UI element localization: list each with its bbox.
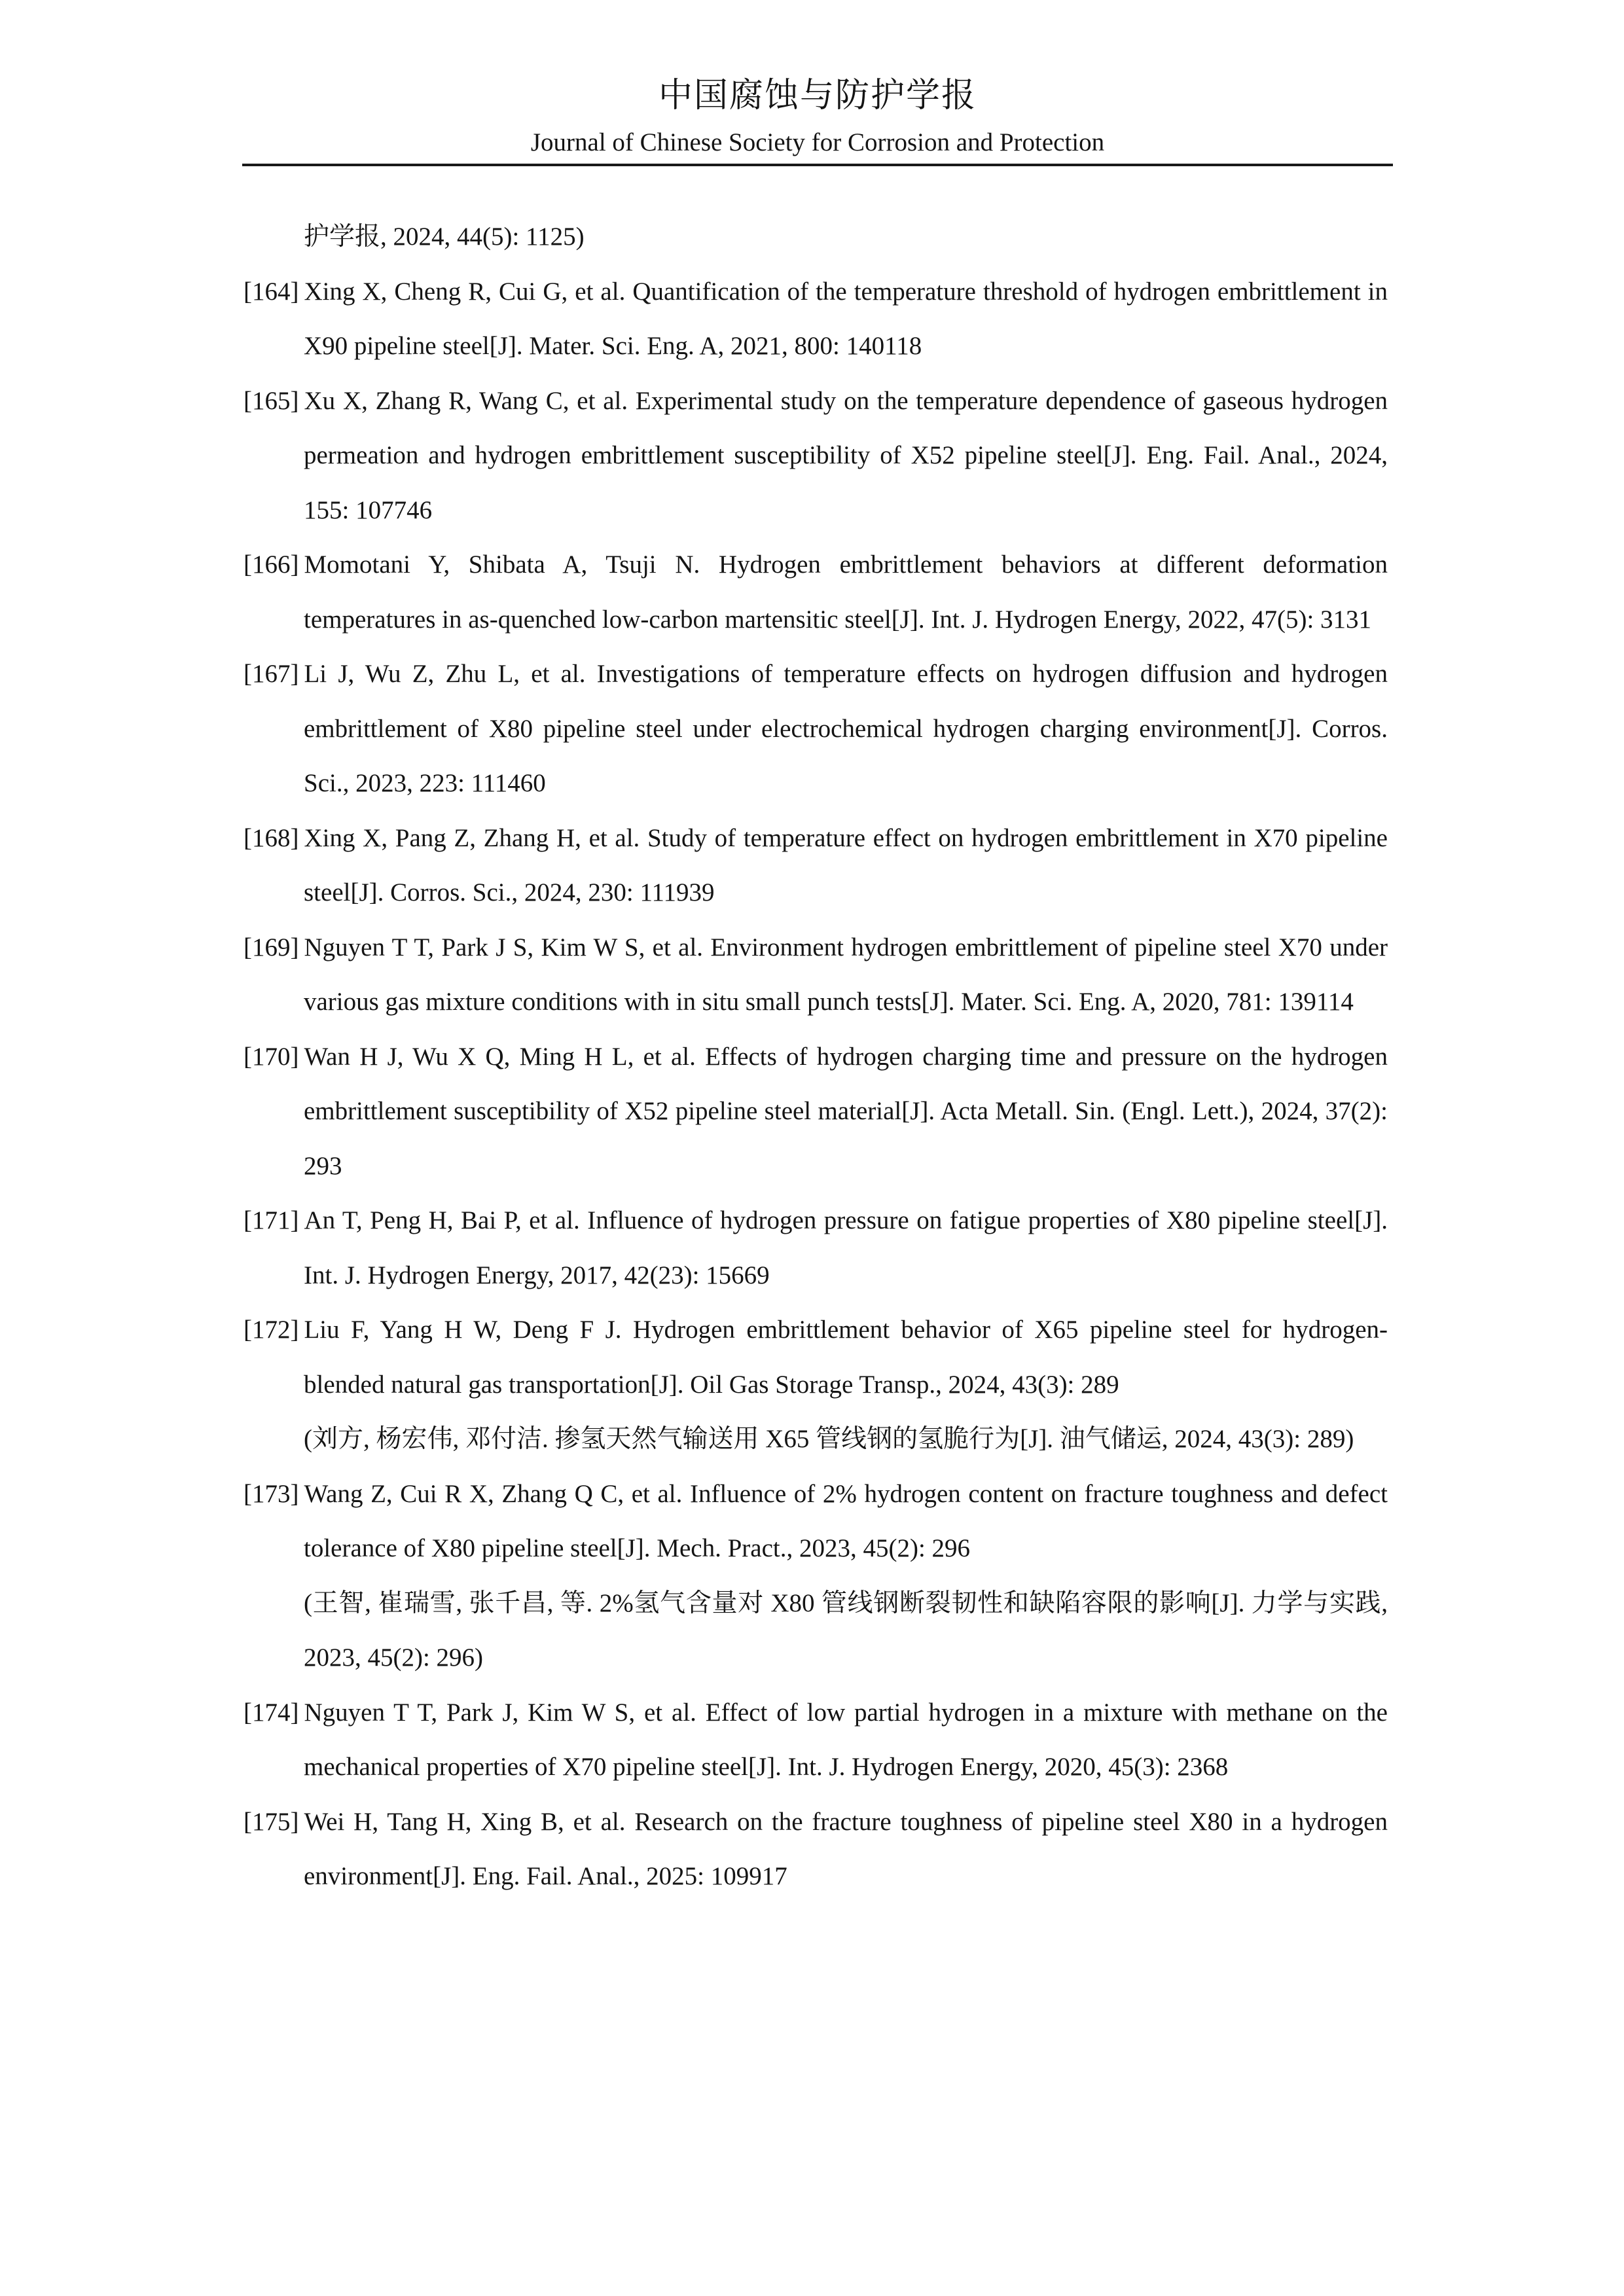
reference-number: [165] <box>244 386 299 415</box>
reference-text: Liu F, Yang H W, Deng F J. Hydrogen embrittlement behavior of X65 pipeline steel for hydrogen-blended natural gas transportation[J]. Oil Gas Storage Transp., 2024, 43(3): 289 <box>304 1316 1388 1399</box>
reference-chinese-text: (王智, 崔瑞雪, 张千昌, 等. 2%氢气含量对 X80 管线钢断裂韧性和缺陷容限的影响[J]. 力学与实践, 2023, 45(2): 296) <box>304 1588 1388 1672</box>
journal-title-en: Journal of Chinese Society for Corrosion and Protection <box>530 128 1105 156</box>
reference-number: [173] <box>244 1479 299 1508</box>
reference-item <box>244 537 1388 647</box>
reference-number: [170] <box>244 1042 299 1071</box>
reference-number: [168] <box>244 823 299 852</box>
reference-item <box>244 1193 1388 1302</box>
reference-text: Nguyen T T, Park J, Kim W S, et al. Effect of low partial hydrogen in a mixture with methane on the mechanical properties of X70 pipeline steel[J]. Int. J. Hydrogen Energy, 2020, 45(3): 2368 <box>304 1698 1388 1781</box>
reference-item <box>244 1467 1388 1685</box>
journal-title-cn: 中国腐蚀与防护学报 <box>658 77 977 115</box>
reference-text: Xing X, Cheng R, Cui G, et al. Quantification of the temperature threshold of hydrogen embrittlement in X90 pipeline steel[J]. Mater. Sci. Eng. A, 2021, 800: 140118 <box>304 277 1388 360</box>
reference-chinese-text: (刘方, 杨宏伟, 邓付洁. 掺氢天然气输送用 X65 管线钢的氢脆行为[J]. 油气储运, 2024, 43(3): 289) <box>304 1425 1354 1453</box>
reference-item <box>244 374 1388 538</box>
reference-item <box>244 1795 1388 1904</box>
reference-number: [169] <box>244 933 299 961</box>
reference-text: Momotani Y, Shibata A, Tsuji N. Hydrogen embrittlement behaviors at different deformation temperatures in as-quenched low-carbon martensitic steel[J]. Int. J. Hydrogen Energy, 2022, 47(5): 3131 <box>304 550 1388 634</box>
reference-number: [164] <box>244 277 299 306</box>
reference-text: Xing X, Pang Z, Zhang H, et al. Study of temperature effect on hydrogen embrittlement in X70 pipeline steel[J]. Corros. Sci., 2024, 230: 111939 <box>304 823 1388 906</box>
reference-number: [166] <box>244 550 299 579</box>
reference-number: [172] <box>244 1316 299 1344</box>
reference-item <box>244 1302 1388 1467</box>
reference-item <box>244 1685 1388 1795</box>
reference-number: [174] <box>244 1698 299 1727</box>
reference-text: An T, Peng H, Bai P, et al. Influence of hydrogen pressure on fatigue properties of X80 pipeline steel[J]. Int. J. Hydrogen Energy, 2017, 42(23): 15669 <box>304 1206 1388 1289</box>
reference-number: [167] <box>244 660 299 688</box>
running-header <box>242 72 1393 170</box>
reference-text: Xu X, Zhang R, Wang C, et al. Experimental study on the temperature dependence of gaseous hydrogen permeation and hydrogen embrittlement susceptibility of X52 pipeline steel[J]. Eng. Fail. Anal., 2024, 155: 107746 <box>304 386 1388 524</box>
reference-list <box>244 209 1388 1904</box>
reference-number: [171] <box>244 1206 299 1234</box>
reference-item <box>244 811 1388 920</box>
reference-continuation <box>244 209 1388 264</box>
reference-number: [175] <box>244 1807 299 1836</box>
reference-item <box>244 264 1388 374</box>
reference-continuation-text: 护学报, 2024, 44(5): 1125) <box>304 223 585 251</box>
reference-text: Wan H J, Wu X Q, Ming H L, et al. Effects of hydrogen charging time and pressure on the hydrogen embrittlement susceptibility of X52 pipeline steel material[J]. Acta Metall. Sin. (Engl. Lett.), 2024, 37(2): 293 <box>304 1042 1388 1180</box>
reference-item <box>244 647 1388 811</box>
header-divider <box>242 164 1393 166</box>
reference-text: Wang Z, Cui R X, Zhang Q C, et al. Influence of 2% hydrogen content on fracture toughness and defect tolerance of X80 pipeline steel[J]. Mech. Pract., 2023, 45(2): 296 <box>304 1479 1388 1562</box>
reference-text: Wei H, Tang H, Xing B, et al. Research on the fracture toughness of pipeline steel X80 in a hydrogen environment[J]. Eng. Fail. Anal., 2025: 109917 <box>304 1807 1388 1890</box>
reference-text: Nguyen T T, Park J S, Kim W S, et al. Environment hydrogen embrittlement of pipeline steel X70 under various gas mixture conditions with in situ small punch tests[J]. Mater. Sci. Eng. A, 2020, 781: 139114 <box>304 933 1388 1016</box>
reference-text: Li J, Wu Z, Zhu L, et al. Investigations of temperature effects on hydrogen diffusion and hydrogen embrittlement of X80 pipeline steel under electrochemical hydrogen charging environment[J]. Corros. Sci., 2023, 223: 111460 <box>304 660 1388 797</box>
reference-item <box>244 920 1388 1030</box>
reference-item <box>244 1030 1388 1194</box>
